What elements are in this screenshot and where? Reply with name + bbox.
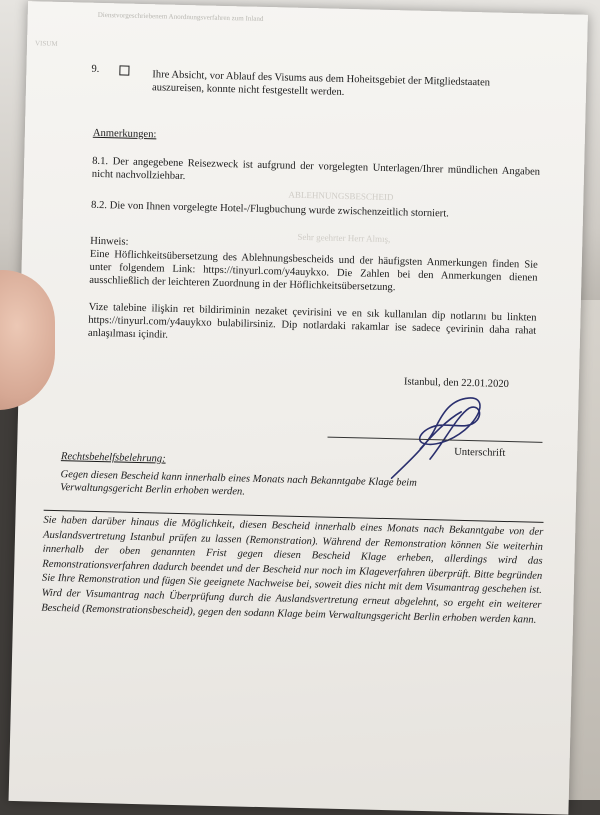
- remark-8-2: 8.2. Die von Ihnen vorgelegte Hotel-/Flugbuchung wurde zwischenzeitlich storniert.: [90, 199, 449, 220]
- note-heading: Hinweis:: [90, 235, 129, 248]
- faint-header-text: Dienstvorgeschriebenem Anordnungsverfahren zum Inland: [97, 10, 264, 23]
- show-through-salutation: Sehr geehrter Herr Almış,: [297, 231, 391, 245]
- show-through-title: ABLEHNUNGSBESCHEID: [288, 189, 394, 203]
- legal-remedy-heading: Rechtsbehelfsbelehrung:: [60, 451, 166, 465]
- remark-8-1: 8.1. Der angegebene Reisezweck ist aufgrund der vorgelegten Unterlagen/Ihrer mündlichen Angaben nicht nachvollziehbar.: [91, 155, 541, 183]
- note-turkish: Vize talebine ilişkin ret bildiriminin nezaket çevirisini ve en sık kullanılan dip notlarını bu linkten https://tinyurl.com/y4auykxo bulabilirsiniz. Dip notlardaki rakamlar ise sadece çevirinin daha rahat anlaşılması içindir.: [87, 301, 537, 341]
- remarks-heading: Anmerkungen:: [92, 127, 157, 141]
- faint-stamp: VISUM: [34, 39, 58, 48]
- legal-remedy-text: Gegen diesen Bescheid kann innerhalb eines Monats nach Bekanntgabe Klage beim Verwaltungsgericht Berlin erhoben werden.: [60, 469, 417, 498]
- date-place: Istanbul, den 22.01.2020: [403, 376, 510, 391]
- letter-page: [9, 1, 588, 814]
- item-9-text: Ihre Absicht, vor Ablauf des Visums aus dem Hoheitsgebiet der Mitgliedstaaten auszureisen, konnte nicht festgestellt werden.: [151, 69, 491, 98]
- item-number: 9.: [91, 63, 100, 75]
- signature-icon: [371, 388, 506, 486]
- note-german: Eine Höflichkeitsübersetzung des Ablehnungsbescheids und der häufigsten Anmerkungen finden Sie unter folgendem Link: https://tinyurl.com/y4auykxo. Die Zahlen bei den Anmerkungen dienen ausschließlich der leichteren Zuordnung in der Höflichkeitsübersetzung.: [89, 248, 538, 294]
- signature-label: Unterschrift: [454, 446, 506, 459]
- checkbox: [119, 65, 129, 75]
- remonstration-text: Sie haben darüber hinaus die Möglichkeit, diesen Bescheid innerhalb eines Monats nach Bekanntgabe von der Auslandsvertretung Istanbul prüfen zu lassen (Remonstration). Während der Remonstration können Sie weiterhin innerhalb der oben genannten Frist gegen diesen Bescheid Klage erheben, allerdings wird das Remonstrationsverfahren dadurch beendet und der Bescheid nur noch im Klageverfahren überprüft. Bitte begründen Sie Ihre Remonstration und fügen Sie geeignete Nachweise bei, soweit dies nicht mit dem Visumantrag geschehen ist. Wird der Visumantrag nach Überprüfung durch die Auslandsvertretung erneut abgelehnt, so ergeht ein weiterer Bescheid (Remonstrationsbescheid), gegen den sodann Klage beim Verwaltungsgericht Berlin erhoben werden kann.: [41, 514, 544, 626]
